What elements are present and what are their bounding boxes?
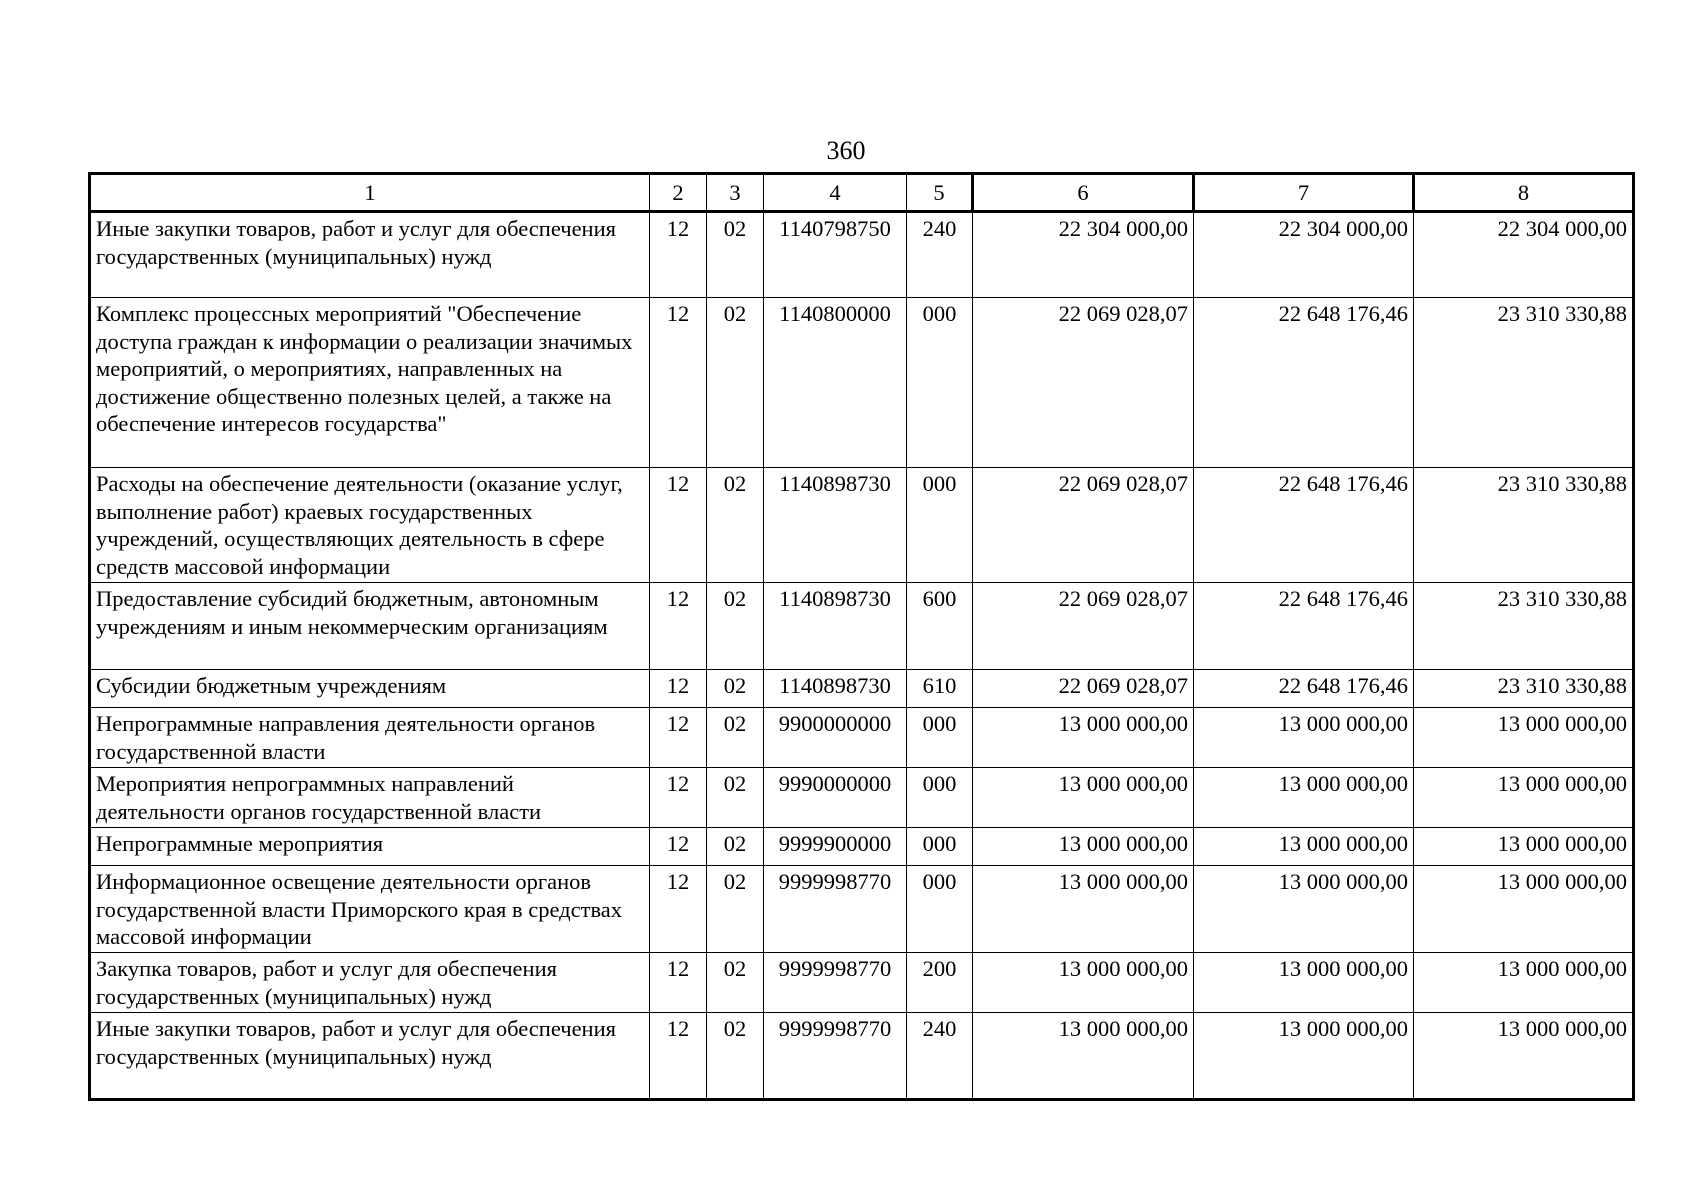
row-name: Информационное освещение деятельности органов государственной власти Приморского края в средствах массовой информации — [90, 866, 650, 953]
table-row — [90, 212, 1634, 298]
row-target-article: 9900000000 — [764, 708, 907, 768]
row-amount-col6: 22 069 028,07 — [973, 468, 1194, 583]
row-amount-col6: 22 069 028,07 — [973, 670, 1194, 708]
row-amount-col8: 13 000 000,00 — [1414, 768, 1634, 828]
row-amount-col6: 13 000 000,00 — [973, 1013, 1194, 1100]
row-target-article: 1140800000 — [764, 298, 907, 468]
row-subsection: 02 — [707, 212, 764, 298]
row-name: Предоставление субсидий бюджетным, автономным учреждениям и иным некоммерческим организациям — [90, 583, 650, 670]
row-amount-col7: 13 000 000,00 — [1194, 768, 1414, 828]
row-target-article: 1140898730 — [764, 670, 907, 708]
row-expense-type: 000 — [907, 866, 973, 953]
header-col-7: 7 — [1194, 174, 1414, 212]
row-expense-type: 000 — [907, 708, 973, 768]
row-subsection: 02 — [707, 583, 764, 670]
row-target-article: 1140798750 — [764, 212, 907, 298]
row-amount-col8: 13 000 000,00 — [1414, 708, 1634, 768]
header-col-6: 6 — [973, 174, 1194, 212]
row-amount-col7: 13 000 000,00 — [1194, 866, 1414, 953]
row-amount-col7: 22 648 176,46 — [1194, 583, 1414, 670]
table-row — [90, 866, 1634, 953]
row-amount-col7: 22 648 176,46 — [1194, 670, 1414, 708]
row-amount-col6: 22 069 028,07 — [973, 298, 1194, 468]
row-section: 12 — [650, 1013, 707, 1100]
table-row — [90, 583, 1634, 670]
row-subsection: 02 — [707, 708, 764, 768]
row-amount-col6: 22 304 000,00 — [973, 212, 1194, 298]
row-target-article: 9999998770 — [764, 953, 907, 1013]
row-expense-type: 240 — [907, 212, 973, 298]
header-col-8: 8 — [1414, 174, 1634, 212]
row-section: 12 — [650, 583, 707, 670]
table-row — [90, 708, 1634, 768]
row-amount-col8: 23 310 330,88 — [1414, 583, 1634, 670]
row-amount-col8: 13 000 000,00 — [1414, 1013, 1634, 1100]
row-expense-type: 200 — [907, 953, 973, 1013]
table-row — [90, 828, 1634, 866]
row-target-article: 1140898730 — [764, 583, 907, 670]
row-expense-type: 000 — [907, 468, 973, 583]
row-section: 12 — [650, 828, 707, 866]
header-col-1: 1 — [90, 174, 650, 212]
row-name: Закупка товаров, работ и услуг для обеспечения государственных (муниципальных) нужд — [90, 953, 650, 1013]
row-amount-col8: 23 310 330,88 — [1414, 298, 1634, 468]
row-amount-col6: 13 000 000,00 — [973, 866, 1194, 953]
table-row — [90, 298, 1634, 468]
row-name: Непрограммные направления деятельности органов государственной власти — [90, 708, 650, 768]
row-target-article: 1140898730 — [764, 468, 907, 583]
table-row — [90, 1013, 1634, 1100]
row-amount-col7: 22 648 176,46 — [1194, 298, 1414, 468]
row-amount-col6: 13 000 000,00 — [973, 768, 1194, 828]
row-subsection: 02 — [707, 768, 764, 828]
row-target-article: 9999998770 — [764, 866, 907, 953]
row-amount-col8: 23 310 330,88 — [1414, 670, 1634, 708]
row-section: 12 — [650, 468, 707, 583]
row-target-article: 9990000000 — [764, 768, 907, 828]
row-amount-col7: 22 304 000,00 — [1194, 212, 1414, 298]
row-amount-col7: 13 000 000,00 — [1194, 828, 1414, 866]
table-row — [90, 768, 1634, 828]
row-expense-type: 610 — [907, 670, 973, 708]
header-col-2: 2 — [650, 174, 707, 212]
row-amount-col6: 13 000 000,00 — [973, 708, 1194, 768]
table-row — [90, 670, 1634, 708]
row-target-article: 9999998770 — [764, 1013, 907, 1100]
row-amount-col7: 13 000 000,00 — [1194, 1013, 1414, 1100]
row-amount-col8: 22 304 000,00 — [1414, 212, 1634, 298]
row-expense-type: 240 — [907, 1013, 973, 1100]
header-row — [90, 174, 1634, 212]
row-amount-col6: 22 069 028,07 — [973, 583, 1194, 670]
row-amount-col7: 13 000 000,00 — [1194, 953, 1414, 1013]
row-target-article: 9999900000 — [764, 828, 907, 866]
row-expense-type: 000 — [907, 828, 973, 866]
row-section: 12 — [650, 708, 707, 768]
header-col-4: 4 — [764, 174, 907, 212]
row-name: Субсидии бюджетным учреждениям — [90, 670, 650, 708]
row-amount-col6: 13 000 000,00 — [973, 828, 1194, 866]
row-amount-col7: 13 000 000,00 — [1194, 708, 1414, 768]
row-section: 12 — [650, 953, 707, 1013]
row-name: Расходы на обеспечение деятельности (оказание услуг, выполнение работ) краевых государственных учреждений, осуществляющих деятельность в сфере средств массовой информации — [90, 468, 650, 583]
row-amount-col8: 13 000 000,00 — [1414, 866, 1634, 953]
row-name: Комплекс процессных мероприятий "Обеспечение доступа граждан к информации о реализации значимых мероприятий, о мероприятиях, направленных на достижение общественно полезных целей, а также на обеспечение интересов государства" — [90, 298, 650, 468]
header-col-5: 5 — [907, 174, 973, 212]
row-expense-type: 000 — [907, 768, 973, 828]
row-name: Иные закупки товаров, работ и услуг для обеспечения государственных (муниципальных) нужд — [90, 212, 650, 298]
row-subsection: 02 — [707, 298, 764, 468]
row-subsection: 02 — [707, 828, 764, 866]
row-subsection: 02 — [707, 953, 764, 1013]
row-section: 12 — [650, 670, 707, 708]
row-amount-col8: 13 000 000,00 — [1414, 953, 1634, 1013]
row-section: 12 — [650, 298, 707, 468]
header-col-3: 3 — [707, 174, 764, 212]
row-expense-type: 000 — [907, 298, 973, 468]
row-amount-col6: 13 000 000,00 — [973, 953, 1194, 1013]
row-subsection: 02 — [707, 866, 764, 953]
row-subsection: 02 — [707, 1013, 764, 1100]
row-name: Непрограммные мероприятия — [90, 828, 650, 866]
table-row — [90, 468, 1634, 583]
table-row — [90, 953, 1634, 1013]
row-expense-type: 600 — [907, 583, 973, 670]
row-name: Иные закупки товаров, работ и услуг для обеспечения государственных (муниципальных) нужд — [90, 1013, 650, 1100]
table-body — [90, 212, 1634, 1100]
row-section: 12 — [650, 768, 707, 828]
budget-table — [88, 172, 1635, 1101]
table-header — [90, 174, 1634, 212]
page-number: 360 — [826, 136, 866, 165]
row-amount-col7: 22 648 176,46 — [1194, 468, 1414, 583]
row-subsection: 02 — [707, 468, 764, 583]
row-name: Мероприятия непрограммных направлений деятельности органов государственной власти — [90, 768, 650, 828]
row-section: 12 — [650, 212, 707, 298]
row-amount-col8: 23 310 330,88 — [1414, 468, 1634, 583]
row-section: 12 — [650, 866, 707, 953]
row-amount-col8: 13 000 000,00 — [1414, 828, 1634, 866]
row-subsection: 02 — [707, 670, 764, 708]
